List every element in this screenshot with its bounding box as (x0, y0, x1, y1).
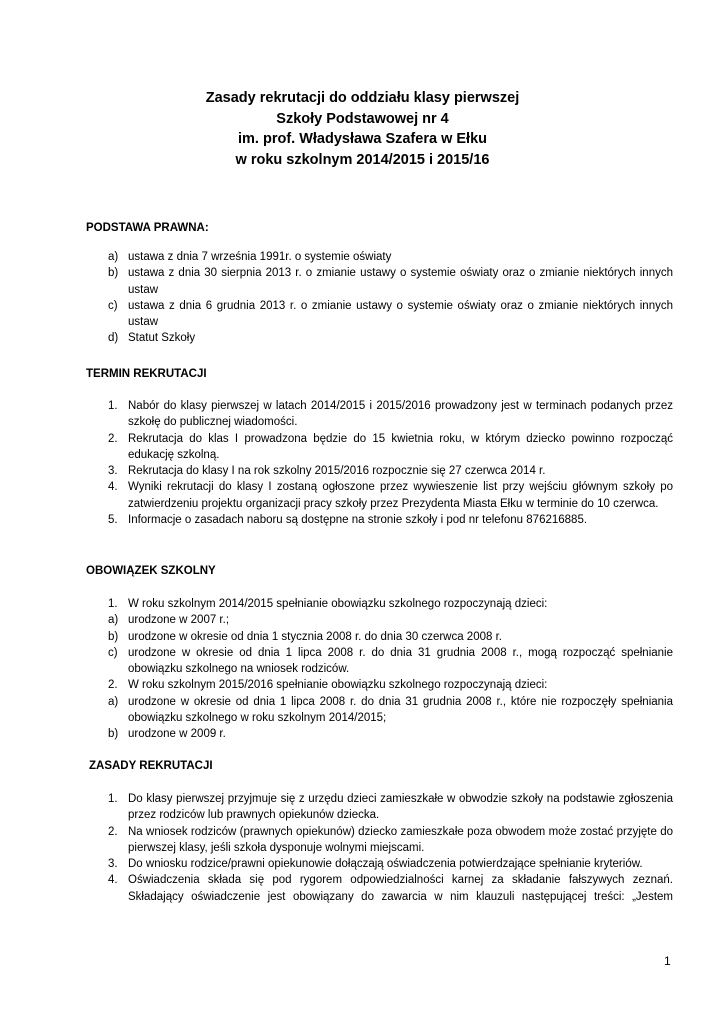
list-marker: 4. (108, 874, 118, 887)
page-number: 1 (664, 954, 671, 968)
list-zasady-rekrutacji (86, 791, 673, 905)
list-podstawa-prawna (86, 249, 673, 347)
list-marker: 4. (108, 481, 118, 494)
list-marker: 1. (108, 400, 118, 412)
heading-zasady-rekrutacji: ZASADY REKRUTACJI (89, 760, 213, 772)
list-item (86, 726, 673, 742)
list-marker: 1. (108, 598, 118, 610)
list-item (86, 512, 673, 528)
list-marker: a) (108, 695, 119, 708)
list-item (86, 629, 673, 645)
list-item-text: urodzone w 2007 r.; (128, 614, 230, 627)
list-item (86, 791, 673, 824)
list-item (86, 856, 673, 872)
list-item (86, 677, 673, 693)
list-item (86, 298, 673, 331)
list-item (86, 463, 673, 479)
list-item-text: Do wniosku rodzice/prawni opiekunowie dołączają oświadczenia potwierdzające spełnianie kryteriów. (128, 858, 643, 871)
list-obowiazek-szkolny (86, 596, 673, 743)
list-item (86, 431, 673, 464)
list-marker: 2. (108, 825, 118, 838)
list-marker: 5. (108, 514, 118, 527)
title-line-1: Zasady rekrutacji do oddziału klasy pierwszej (205, 90, 520, 106)
list-marker: b) (108, 630, 119, 643)
list-item (86, 596, 673, 612)
list-marker: 3. (108, 465, 118, 478)
list-item-text: Do klasy pierwszej przyjmuje się z urzędu dzieci zamieszkałe w obwodzie szkoły na podstawie zgłoszenia przez rodziców lub prawnych opiekunów dziecka. (128, 793, 673, 822)
list-marker: b) (108, 728, 119, 741)
list-item-text: ustawa z dnia 6 grudnia 2013 r. o zmianie ustawy o systemie oświaty oraz o zmianie niektórych innych ustaw (128, 299, 673, 329)
list-item (86, 265, 673, 298)
heading-obowiazek-szkolny: OBOWIĄZEK SZKOLNY (86, 565, 216, 577)
list-item-text: urodzone w okresie od dnia 1 lipca 2008 r. do dnia 31 grudnia 2008 r., mogą rozpocząć spełnianie obowiązku szkolnego na wniosek rodziców. (128, 646, 673, 676)
list-marker: 2. (108, 432, 118, 445)
list-item (86, 612, 673, 628)
list-item (86, 479, 673, 512)
title-line-3: im. prof. Władysława Szafera w Ełku (238, 131, 487, 147)
list-item (86, 249, 673, 265)
list-marker: c) (108, 646, 118, 659)
list-item-text: ustawa z dnia 7 września 1991r. o systemie oświaty (128, 251, 392, 263)
list-marker: c) (108, 299, 118, 312)
list-item (86, 824, 673, 857)
list-item-text: W roku szkolnym 2014/2015 spełnianie obowiązku szkolnego rozpoczynają dzieci: (128, 598, 548, 610)
list-item-text: Wyniki rekrutacji do klasy I zostaną ogłoszone przez wywieszenie list przy wejściu głównym szkoły po zatwierdzeniu projektu organizacji pracy szkoły przez Prezydenta Miasta Ełku w terminie do 10 czerwca. (128, 481, 673, 510)
list-marker: b) (108, 267, 119, 280)
list-item-text: W roku szkolnym 2015/2016 spełnianie obowiązku szkolnego rozpoczynają dzieci: (128, 679, 548, 692)
list-marker: a) (108, 614, 119, 627)
title-line-4: w roku szkolnym 2014/2015 i 2015/16 (235, 151, 490, 168)
list-marker: 1. (108, 793, 118, 805)
list-item (86, 645, 673, 678)
heading-termin-rekrutacji: TERMIN REKRUTACJI (86, 368, 207, 380)
list-item-text: Na wniosek rodziców (prawnych opiekunów) dziecko zamieszkałe poza obwodem może zostać przyjęte do pierwszej klasy, jeśli szkoła dysponuje wolnymi miejscami. (128, 825, 673, 854)
list-item-text: Rekrutacja do klasy I na rok szkolny 2015/2016 rozpocznie się 27 czerwca 2014 r. (128, 465, 546, 478)
heading-podstawa-prawna: PODSTAWA PRAWNA: (86, 222, 209, 234)
title-line-2: Szkoły Podstawowej nr 4 (276, 110, 449, 127)
list-marker: 2. (108, 679, 118, 692)
list-termin-rekrutacji (86, 398, 673, 528)
list-item (86, 398, 673, 431)
list-item-text: Rekrutacja do klas I prowadzona będzie do 15 kwietnia roku, w którym dziecko powinno rozpocząć edukację szkolną. (128, 432, 673, 461)
list-item (86, 694, 673, 727)
list-marker: 3. (108, 858, 118, 871)
list-item (86, 872, 673, 905)
document-title (0, 88, 725, 170)
list-item-text: Nabór do klasy pierwszej w latach 2014/2015 i 2015/2016 prowadzony jest w terminach podanych przez szkołę do publicznej wiadomości. (128, 400, 673, 429)
list-marker: a) (108, 251, 119, 263)
list-item-text: urodzone w 2009 r. (128, 728, 226, 741)
list-item-text: Oświadczenia składa się pod rygorem odpowiedzialności karnej za składanie fałszywych zeznań. Składający oświadczenie jest obowiązany do zawarcia w nim klauzuli następującej treści: „Jestem (128, 874, 673, 903)
list-item (86, 330, 673, 346)
list-item-text: ustawa z dnia 30 sierpnia 2013 r. o zmianie ustawy o systemie oświaty oraz o zmianie niektórych innych ustaw (128, 267, 673, 296)
list-item-text: Statut Szkoły (128, 332, 196, 345)
list-item-text: urodzone w okresie od dnia 1 lipca 2008 r. do dnia 31 grudnia 2008 r., które nie rozpoczęły spełniania obowiązku szkolnego w roku szkolnym 2014/2015; (128, 695, 673, 725)
list-item-text: urodzone w okresie od dnia 1 stycznia 2008 r. do dnia 30 czerwca 2008 r. (128, 630, 502, 643)
list-marker: d) (108, 332, 119, 345)
list-item-text: Informacje o zasadach naboru są dostępne na stronie szkoły i pod nr telefonu 876216885. (128, 514, 588, 527)
